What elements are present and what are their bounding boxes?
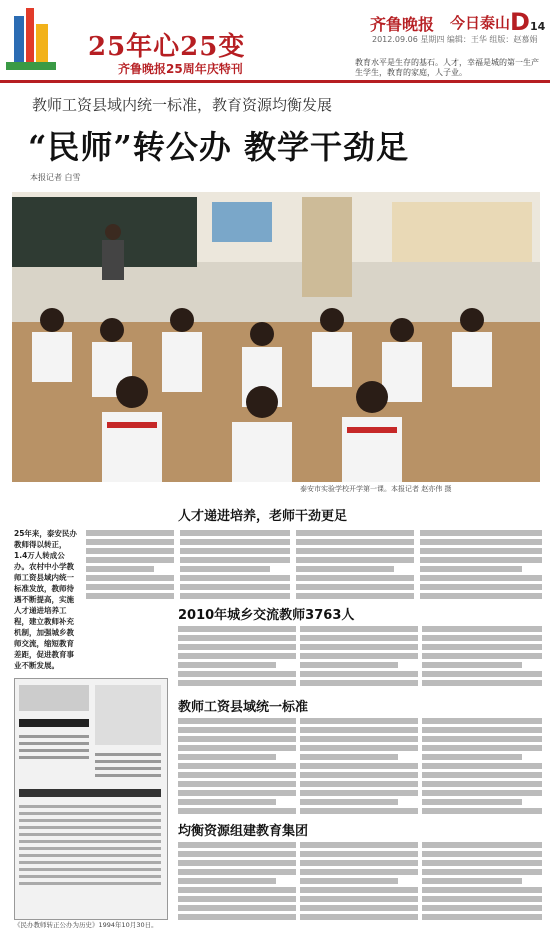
body-text-line [178, 727, 296, 733]
body-text-line [420, 584, 542, 590]
body-text-line [422, 718, 542, 724]
body-text-line [300, 727, 418, 733]
anniversary-subtitle: 齐鲁晚报25周年庆特刊 [118, 62, 243, 76]
section-heading-2: 2010年城乡交流教师3763人 [178, 608, 355, 623]
body-text-line [422, 626, 542, 632]
clipping-caption: 《民办教师转正公办为历史》1994年10月30日。 [14, 921, 158, 929]
body-text-line [422, 799, 522, 805]
body-text-line [178, 763, 296, 769]
body-text-line [422, 772, 542, 778]
body-text-line [180, 575, 290, 581]
body-text-line [180, 566, 270, 572]
body-text-line [300, 635, 418, 641]
body-text-line [420, 530, 542, 536]
body-text-line [178, 671, 296, 677]
body-text-line [422, 680, 542, 686]
body-text-line [300, 842, 418, 848]
body-text-line [300, 763, 418, 769]
date-line: 2012.09.06 星期四 编辑：王华 组版：赵慕娟 [372, 35, 538, 44]
body-text-line [422, 745, 542, 751]
body-text-line [86, 566, 154, 572]
body-text-line [296, 548, 414, 554]
body-text-line [178, 626, 296, 632]
body-text-line [86, 557, 174, 563]
body-text-line [420, 575, 542, 581]
body-text-line [296, 584, 414, 590]
classroom-photo [12, 192, 540, 482]
page-letter: D [510, 8, 530, 36]
body-text-line [300, 680, 418, 686]
body-text-line [180, 530, 290, 536]
body-text-line [178, 635, 296, 641]
body-text-line [180, 584, 290, 590]
body-text-line [86, 584, 174, 590]
body-text-line [422, 781, 542, 787]
body-text-line [296, 557, 414, 563]
body-text-line [422, 763, 542, 769]
body-text-line [86, 575, 174, 581]
body-text-line [300, 878, 398, 884]
anniversary-art-icon [6, 6, 56, 74]
body-text-line [178, 772, 296, 778]
body-text-line [86, 548, 174, 554]
body-text-line [300, 905, 418, 911]
body-text-line [422, 736, 542, 742]
body-text-line [178, 754, 276, 760]
body-text-line [300, 671, 418, 677]
body-text-line [178, 799, 276, 805]
body-text-line [422, 896, 542, 902]
kicker-headline: 教师工资县域内统一标准，教育资源均衡发展 [32, 96, 333, 114]
body-text-line [300, 653, 418, 659]
body-text-line [178, 878, 276, 884]
body-text-line [300, 626, 418, 632]
body-text-line [296, 566, 394, 572]
body-text-line [300, 754, 398, 760]
body-text-line [422, 887, 542, 893]
body-text-line [422, 790, 542, 796]
paper-name: 齐鲁晚报 [370, 15, 435, 34]
body-text-line [180, 557, 290, 563]
body-text-line [300, 745, 418, 751]
body-text-line [300, 662, 398, 668]
body-text-line [86, 539, 174, 545]
body-text-line [296, 539, 414, 545]
body-text-line [296, 575, 414, 581]
body-text-line [86, 593, 174, 599]
body-text-line [296, 530, 414, 536]
body-text-line [422, 671, 542, 677]
body-text-line [422, 842, 542, 848]
body-text-line [420, 566, 522, 572]
body-text-line [178, 680, 296, 686]
body-text-line [300, 718, 418, 724]
body-text-line [422, 808, 542, 814]
section-heading-1: 人才递进培养，老师干劲更足 [178, 509, 348, 524]
body-text-line [86, 530, 174, 536]
body-text-line [300, 887, 418, 893]
body-text-line [300, 808, 418, 814]
body-text-line [300, 851, 418, 857]
body-text-line [420, 593, 542, 599]
lead-paragraph: 25年来，泰安民办教师得以转正，1.4万人转成公办。农村中小学教师工资县域内统一标准发放，教师待遇不断提高，实施人才递进培养工程，建立教师补充机制，加强城乡教师交流，缩短教育差距，促进教育事业不断发展。 [14, 529, 77, 670]
body-text-line [178, 781, 296, 787]
body-text-line [178, 653, 296, 659]
page-number: 14 [530, 20, 546, 33]
section-heading-3: 教师工资县域统一标准 [178, 700, 309, 715]
body-text-line [422, 878, 522, 884]
body-text-line [180, 548, 290, 554]
byline: 本报记者 白雪 [30, 173, 81, 182]
body-text-line [422, 914, 542, 920]
body-text-line [422, 644, 542, 650]
photo-caption: 泰安市实验学校开学第一课。本报记者 赵亦伟 摄 [300, 485, 452, 493]
body-text-line [300, 736, 418, 742]
body-text-line [420, 557, 542, 563]
body-text-line [420, 548, 542, 554]
body-text-line [300, 644, 418, 650]
body-text-line [300, 869, 418, 875]
clipping-icon [15, 679, 167, 919]
body-text-line [296, 593, 414, 599]
body-text-line [420, 539, 542, 545]
body-text-line [422, 905, 542, 911]
body-text-line [300, 914, 418, 920]
body-text-line [178, 736, 296, 742]
newspaper-clipping-image [14, 678, 168, 920]
main-headline: “民师”转公办 教学干劲足 [28, 128, 409, 166]
body-text-line [300, 781, 418, 787]
body-text-line [300, 772, 418, 778]
body-text-line [178, 869, 296, 875]
body-text-line [178, 905, 296, 911]
body-text-line [180, 593, 290, 599]
section-heading-4: 均衡资源组建教育集团 [178, 824, 309, 839]
body-text-line [422, 754, 522, 760]
page-header [0, 0, 550, 82]
body-text-line [178, 896, 296, 902]
body-text-line [422, 869, 542, 875]
body-text-line [178, 914, 296, 920]
body-text-line [422, 653, 542, 659]
body-text-line [178, 644, 296, 650]
body-text-line [178, 662, 276, 668]
body-text-line [422, 860, 542, 866]
body-text-line [422, 662, 522, 668]
body-text-line [178, 718, 296, 724]
body-text-line [178, 808, 296, 814]
top-quote: 教育水平是生存的基石。人才，幸福是城的第一生产生学生，教育的家庭，人子业。 [355, 58, 539, 77]
body-text-line [422, 635, 542, 641]
body-text-line [178, 887, 296, 893]
body-text-line [422, 727, 542, 733]
body-text-line [422, 851, 542, 857]
body-text-line [300, 860, 418, 866]
body-text-line [300, 896, 418, 902]
section-name: 今日泰山 [450, 14, 511, 32]
body-text-line [300, 790, 418, 796]
body-text-line [178, 790, 296, 796]
body-text-line [180, 539, 290, 545]
body-text-line [300, 799, 398, 805]
body-text-line [178, 842, 296, 848]
body-text-line [178, 851, 296, 857]
body-text-line [178, 745, 296, 751]
header-rule [0, 80, 550, 83]
anniversary-title: 25年心25变 [88, 32, 246, 62]
body-text-line [178, 860, 296, 866]
